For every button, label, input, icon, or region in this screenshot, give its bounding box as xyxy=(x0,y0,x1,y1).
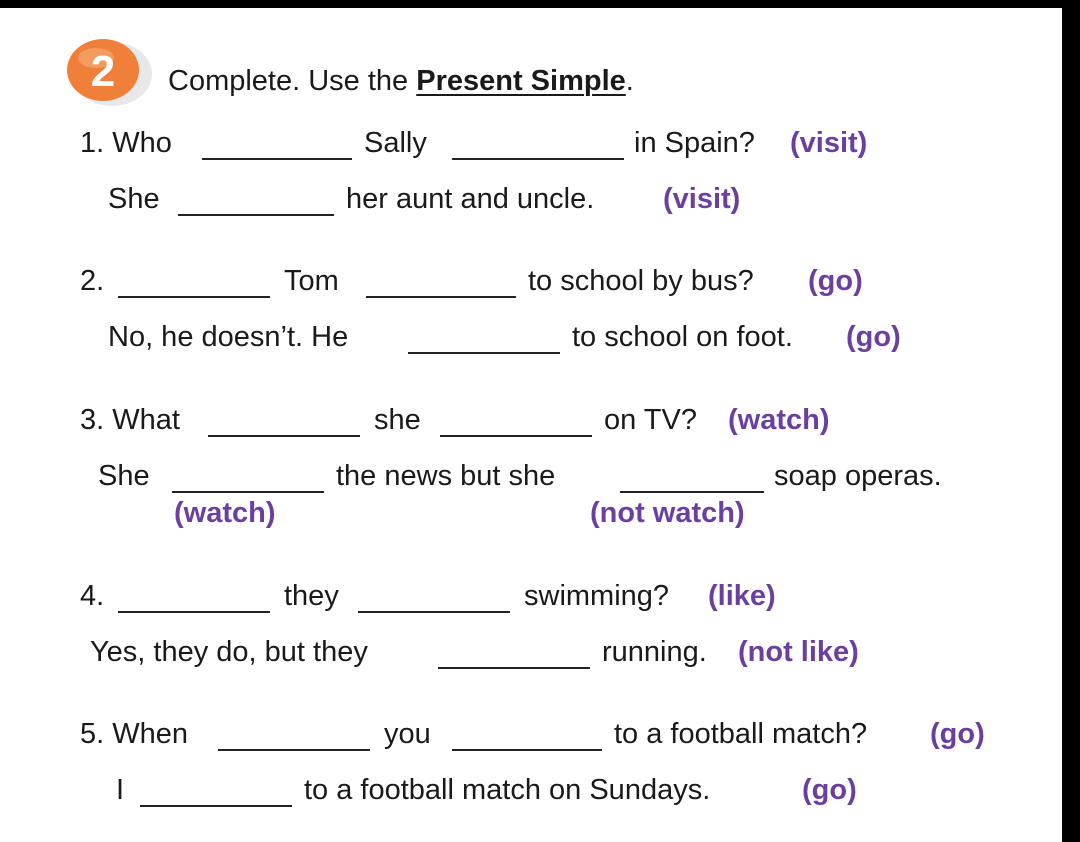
q2-prefix: 2. xyxy=(80,265,105,297)
a1-word-1: She xyxy=(108,183,160,215)
q5-blank-2[interactable] xyxy=(452,749,602,751)
q1-prefix: 1. Who xyxy=(80,127,172,159)
q3-blank-1[interactable] xyxy=(208,435,360,437)
exercise-instruction xyxy=(168,65,634,98)
a5-hint: (go) xyxy=(802,774,857,806)
a1-word-2: her aunt and uncle. xyxy=(346,183,595,215)
a3-blank-1[interactable] xyxy=(172,491,324,493)
a2-blank-1[interactable] xyxy=(408,352,560,354)
a1-blank-1[interactable] xyxy=(178,214,334,216)
a5-word-2: to a football match on Sundays. xyxy=(304,774,711,806)
instruction-prefix: Complete. Use the xyxy=(168,65,417,97)
q4-hint: (like) xyxy=(708,580,776,612)
q5-word-2: to a football match? xyxy=(614,718,868,750)
a3-hint-1: (watch) xyxy=(174,497,276,529)
instruction-emphasis: Present Simple xyxy=(416,65,626,97)
a5-blank-1[interactable] xyxy=(140,805,292,807)
a3-hint-2: (not watch) xyxy=(590,497,745,529)
a4-word-2: running. xyxy=(602,636,707,668)
exercise-number-badge xyxy=(62,36,154,108)
q2-blank-2[interactable] xyxy=(366,296,516,298)
q1-word-1: Sally xyxy=(364,127,427,159)
q3-prefix: 3. What xyxy=(80,404,180,436)
q3-hint: (watch) xyxy=(728,404,830,436)
worksheet-page xyxy=(0,8,1062,842)
q4-prefix: 4. xyxy=(80,580,105,612)
a4-blank-1[interactable] xyxy=(438,667,590,669)
a4-word-1: Yes, they do, but they xyxy=(90,636,368,668)
badge-number: 2 xyxy=(90,47,116,96)
a3-word-1: She xyxy=(98,460,150,492)
q3-blank-2[interactable] xyxy=(440,435,592,437)
q5-word-1: you xyxy=(384,718,431,750)
q2-word-2: to school by bus? xyxy=(528,265,754,297)
q4-blank-2[interactable] xyxy=(358,611,510,613)
q2-hint: (go) xyxy=(808,265,863,297)
a4-hint: (not like) xyxy=(738,636,859,668)
q5-blank-1[interactable] xyxy=(218,749,370,751)
instruction-suffix: . xyxy=(625,65,634,97)
q2-word-1: Tom xyxy=(284,265,339,297)
q3-word-2: on TV? xyxy=(604,404,697,436)
q1-hint: (visit) xyxy=(790,127,868,159)
q1-blank-2[interactable] xyxy=(452,158,624,160)
q4-word-1: they xyxy=(284,580,339,612)
a5-word-1: I xyxy=(116,774,125,806)
q2-blank-1[interactable] xyxy=(118,296,270,298)
a2-hint: (go) xyxy=(846,321,901,353)
q4-word-2: swimming? xyxy=(524,580,670,612)
q5-prefix: 5. When xyxy=(80,718,188,750)
q5-hint: (go) xyxy=(930,718,985,750)
a3-word-3: soap operas. xyxy=(774,460,942,492)
a3-blank-2[interactable] xyxy=(620,491,764,493)
a1-hint: (visit) xyxy=(663,183,741,215)
a2-word-1: No, he doesn’t. He xyxy=(108,321,349,353)
a3-word-2: the news but she xyxy=(336,460,556,492)
q4-blank-1[interactable] xyxy=(118,611,270,613)
q1-word-2: in Spain? xyxy=(634,127,755,159)
q3-word-1: she xyxy=(374,404,421,436)
q1-blank-1[interactable] xyxy=(202,158,352,160)
a2-word-2: to school on foot. xyxy=(572,321,793,353)
